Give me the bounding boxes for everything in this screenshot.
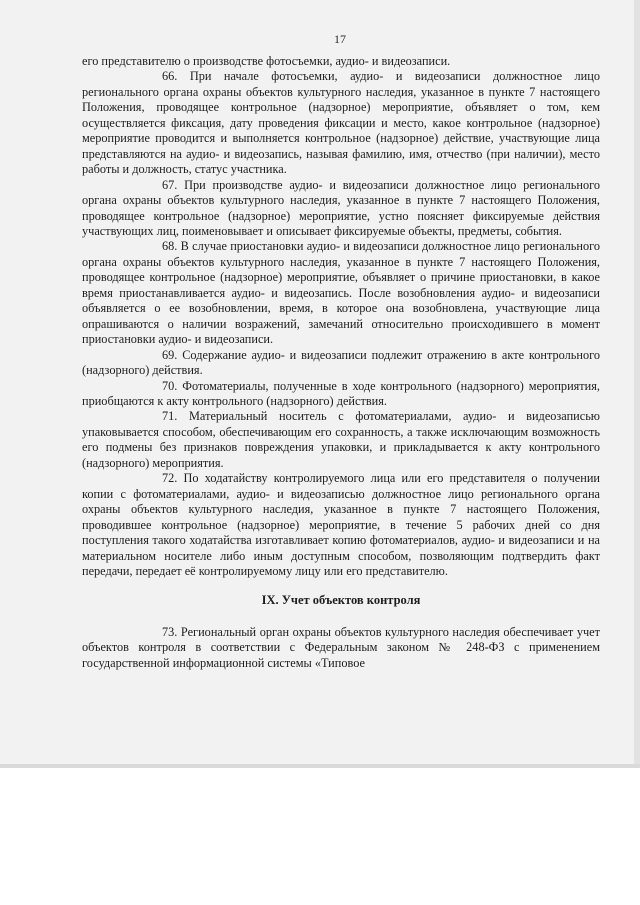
paragraph-72: 72. По ходатайству контролируемого лица или его представителя о получении копии с фотоматериалами, аудио- и видеозаписью должностное лицо регионального органа охраны объектов культурного наследия, указанное в пункте 7 настоящего Положения, проводившее контрольное (надзорное) мероприятие, в течение 5 рабочих дней со дня поступления такого ходатайства изготавливает копию фотоматериалов, аудио- и видеозаписи и на материальном носителе либо иным доступным способом, позволяющим подтвердить факт передачи, передает её контролируемому лицу или его представителю. xyxy=(82,471,600,578)
section-title: IX. Учет объектов контроля xyxy=(261,593,421,608)
document-body xyxy=(82,54,600,671)
page-number: 17 xyxy=(334,32,346,46)
paragraph-69: 69. Содержание аудио- и видеозаписи подлежит отражению в акте контрольного (надзорного) действия. xyxy=(82,347,600,378)
paragraph-66: 66. При начале фотосъемки, аудио- и видеозаписи должностное лицо регионального органа охраны объектов культурного наследия, указанное в пункте 7 настоящего Положения, проводящее контрольное (надзорное) мероприятие, объявляет о том, кем осуществляется фиксация, дату проведения фиксации и место, какое контрольное (надзорное) мероприятие проводится и выполняется контрольное (надзорное) действие, участвующие лица представляются на аудио- и видеозапись, называя фамилию, имя, отчество (при наличии), место работы и должность, статус участника. xyxy=(82,69,600,177)
paragraph-68: 68. В случае приостановки аудио- и видеозаписи должностное лицо регионального органа охраны объектов культурного наследия, указанное в пункте 7 настоящего Положения, проводящее контрольное (надзорное) мероприятие, объявляет о причине приостановки, в какое время приостанавливается аудио- и видеозапись. После возобновления аудио- и видеозаписи объявляется о ее возобновлении, время, в которое она возобновлена, участвующие лица опрашиваются о наличии возражений, замечаний относительно происходившего в момент приостановки аудио- и видеозаписи. xyxy=(82,239,600,347)
paragraph-continuation: его представителю о производстве фотосъемки, аудио- и видеозаписи. xyxy=(82,54,451,68)
paragraph-70: 70. Фотоматериалы, полученные в ходе контрольного (надзорного) мероприятия, приобщаются к акту контрольного (надзорного) действия. xyxy=(82,378,600,408)
paragraph-73: 73. Региональный орган охраны объектов культурного наследия обеспечивает учет объектов контроля в соответствии с Федеральным законом № 248-ФЗ с применением государственной информационной системы «Типовое xyxy=(82,624,600,670)
paragraph-71: 71. Материальный носитель с фотоматериалами, аудио- и видеозаписью упаковывается способом, обеспечивающим его сохранность, а также исключающим возможность его подмены без признаков повреждения упаковки, и прикладывается к акту контрольного (надзорного) мероприятия. xyxy=(82,409,600,470)
scan-edge-right xyxy=(634,0,640,768)
scan-edge-bottom xyxy=(0,764,640,768)
paragraph-67: 67. При производстве аудио- и видеозаписи должностное лицо регионального органа охраны объектов культурного наследия, указанное в пункте 7 настоящего Положения, проводящее контрольное (надзорное) мероприятие, устно поясняет фиксируемые действия участвующих лиц, поименовывает и описывает фиксируемые объекты, предметы, события. xyxy=(82,177,600,238)
